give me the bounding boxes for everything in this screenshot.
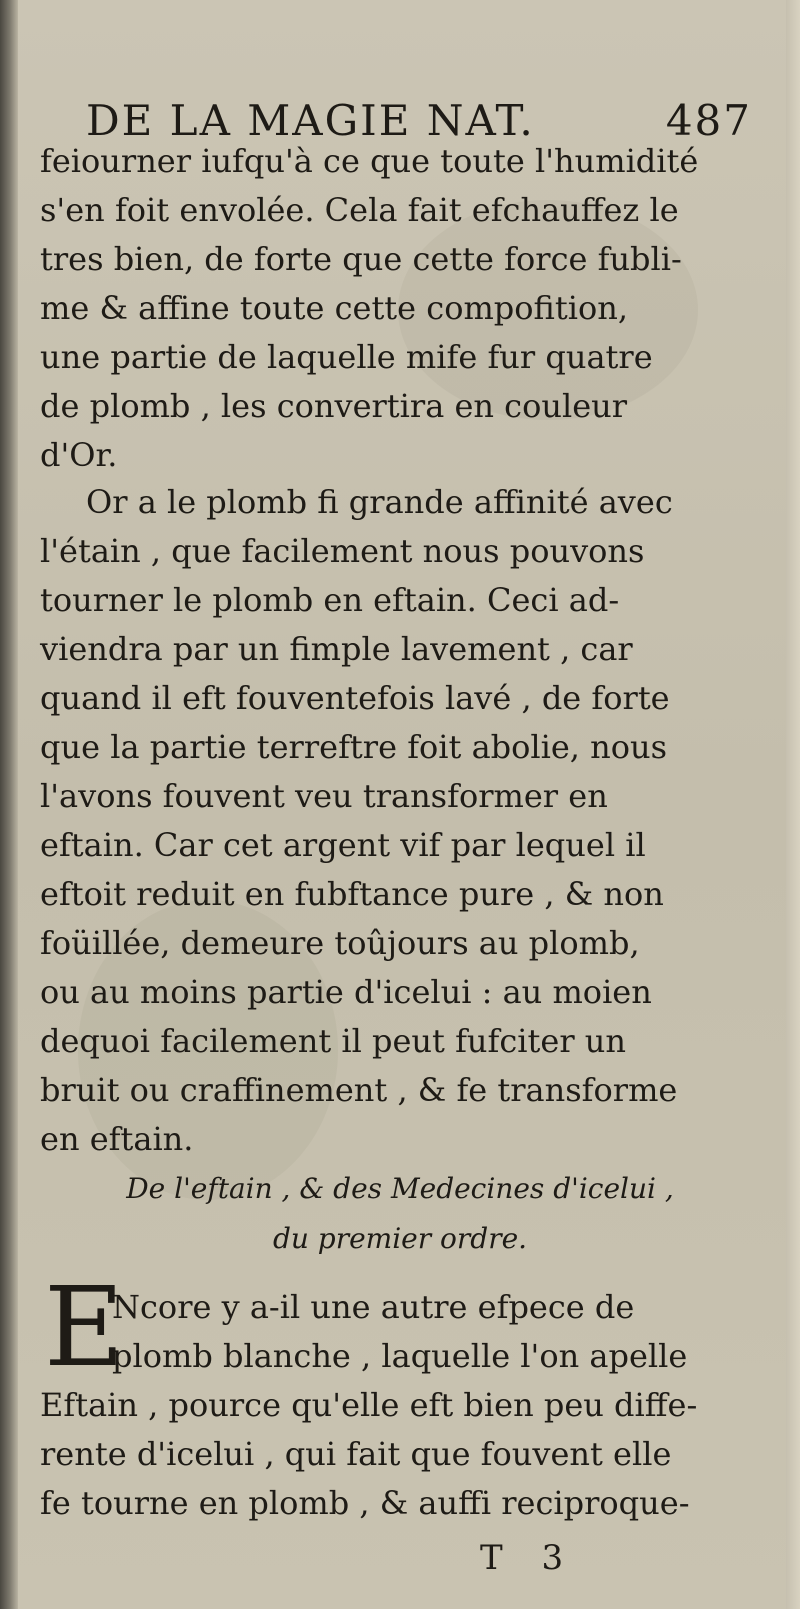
text-line: ou au moins partie d'icelui : au moien <box>40 973 652 1011</box>
text-line: s'en foit envolée. Cela fait efchauffez le <box>40 191 679 229</box>
text-line: l'avons fouvent veu transformer en <box>40 777 608 815</box>
text-line: plomb blanche , laquelle l'on apelle <box>112 1337 688 1375</box>
text-line: une partie de laquelle mife fur quatre <box>40 338 653 376</box>
text-line: eftain. Car cet argent vif par lequel il <box>40 826 646 864</box>
text-line: feiourner iufqu'à ce que toute l'humidité <box>40 142 699 180</box>
text-line: dequoi facilement il peut fufciter un <box>40 1022 626 1060</box>
text-line: en eftain. <box>40 1120 194 1158</box>
page-edge <box>786 0 800 1609</box>
text-line: quand il eft fouventefois lavé , de forte <box>40 679 670 717</box>
text-line: eftoit reduit en fubftance pure , & non <box>40 875 664 913</box>
text-line: Ncore y a-il une autre efpece de <box>112 1288 635 1326</box>
text-line: bruit ou craffinement , & fe transforme <box>40 1071 678 1109</box>
page-number: 487 <box>665 96 752 145</box>
text-line: tres bien, de forte que cette force fubli- <box>40 240 682 278</box>
text-line: d'Or. <box>40 436 118 474</box>
text-line: rente d'icelui , qui fait que fouvent elle <box>40 1435 672 1473</box>
drop-cap: E <box>44 1263 125 1391</box>
text-line: Or a le plomb fi grande affinité avec <box>86 483 673 521</box>
text-line: tourner le plomb en eftain. Ceci ad- <box>40 581 620 619</box>
text-line: l'étain , que facilement nous pouvons <box>40 532 645 570</box>
text-line: de plomb , les convertira en couleur <box>40 387 628 425</box>
section-heading-line-2: du premier ordre. <box>272 1222 528 1255</box>
text-line: me & affine toute cette compofition, <box>40 289 629 327</box>
text-line: viendra par un fimple lavement , car <box>40 630 633 668</box>
text-line: foüillée, demeure toûjours au plomb, <box>40 924 640 962</box>
text-line: Eftain , pource qu'elle eft bien peu diffe- <box>40 1386 698 1424</box>
text-line: fe tourne en plomb , & auffi reciproque- <box>40 1484 690 1522</box>
signature-mark: T 3 <box>480 1538 578 1578</box>
binding-shadow <box>0 0 18 1609</box>
running-head-title: DE LA MAGIE NAT. <box>86 96 535 145</box>
section-heading-line-1: De l'eftain , & des Medecines d'icelui , <box>126 1172 674 1205</box>
text-line: que la partie terreftre foit abolie, nous <box>40 728 668 766</box>
